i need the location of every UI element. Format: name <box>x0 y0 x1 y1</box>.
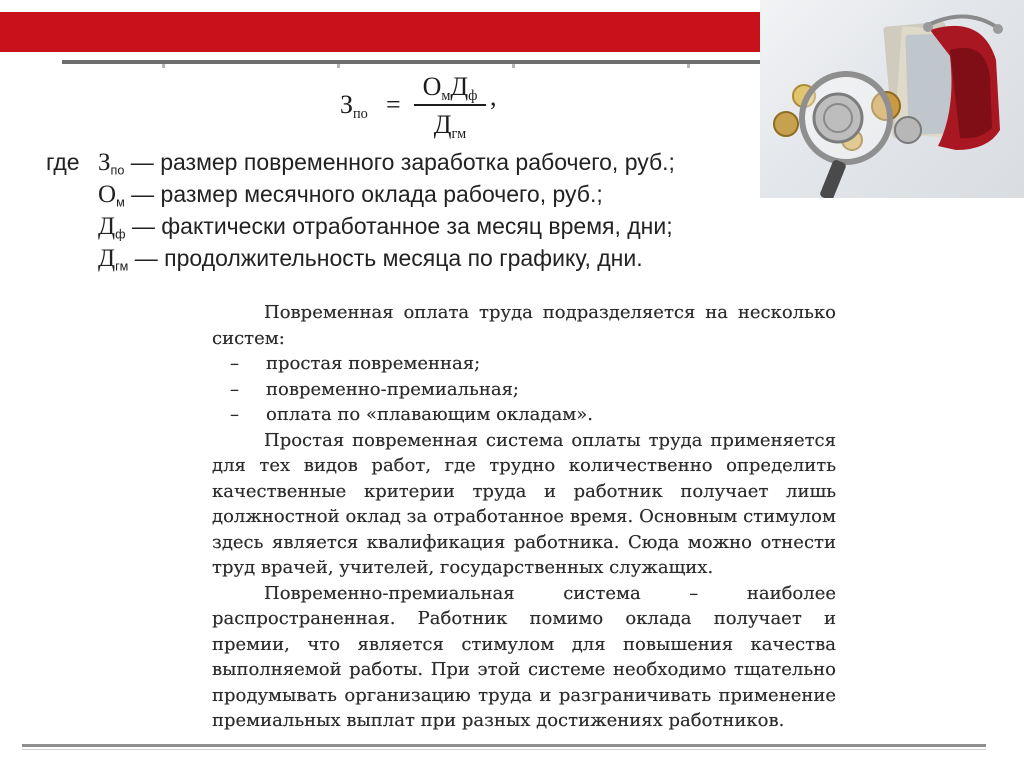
list-item: – оплата по «плавающим окладам». <box>230 404 593 425</box>
list-item: – повременно-премиальная; <box>230 378 519 400</box>
formula-fraction <box>414 72 486 143</box>
purse-magnifier-illustration <box>760 0 1024 198</box>
definition-row: $Д_ф$ — фактически отработанное за месяц время, дни; <box>98 213 673 242</box>
header-accent-band <box>0 12 762 52</box>
salary-formula <box>340 72 520 144</box>
scanned-text-block <box>212 300 836 734</box>
simple-time-paragraph: Простая повременная система оплаты труда применяется для тех видов работ, где трудно количественно определить качественные критерии труда и работник получает лишь должностной оклад за отработанное время. Основным стимулом здесь является квалификация работника. Сюда можно отнести труд врачей, учителей, государственных служащих. <box>212 429 836 578</box>
payment-systems-list <box>212 351 836 428</box>
bonus-time-paragraph: Повременно-премиальная система – наиболее распространенная. Работник помимо оклада получает и премии, что является стимулом для повышения качества выполняемой работы. При этой системе необходимо тщательно продумывать организацию труда и разграничивать применение премиальных выплат при разных достижениях работников. <box>212 582 836 731</box>
top-divider-scan-ticks <box>62 63 762 68</box>
definition-row: $О_м$ — размер месячного оклада рабочего, руб.; <box>98 181 603 210</box>
fraction-bar <box>414 104 486 106</box>
bottom-divider-thin <box>22 749 986 750</box>
intro-paragraph: Повременная оплата труда подразделяется на несколько систем: <box>212 302 836 349</box>
formula-numerator: $О_мД_ф$ <box>422 72 478 104</box>
formula-equals: = <box>386 90 401 119</box>
magnifier-icon <box>802 74 890 198</box>
formula-definitions <box>46 146 746 274</box>
definition-row: где $З_{по}$ — размер повременного заработка рабочего, руб.; <box>46 149 675 178</box>
illustration-photo <box>760 0 1024 198</box>
bottom-divider <box>22 744 986 747</box>
formula-denominator: $Д_{гм}$ <box>433 110 467 142</box>
formula-comma: , <box>490 82 497 111</box>
definition-row: $Д_{гм}$ — продолжительность месяца по графику, дни. <box>98 245 643 274</box>
list-item: – простая повременная; <box>230 353 481 374</box>
formula-lhs: $З_{по}$ <box>340 90 368 122</box>
